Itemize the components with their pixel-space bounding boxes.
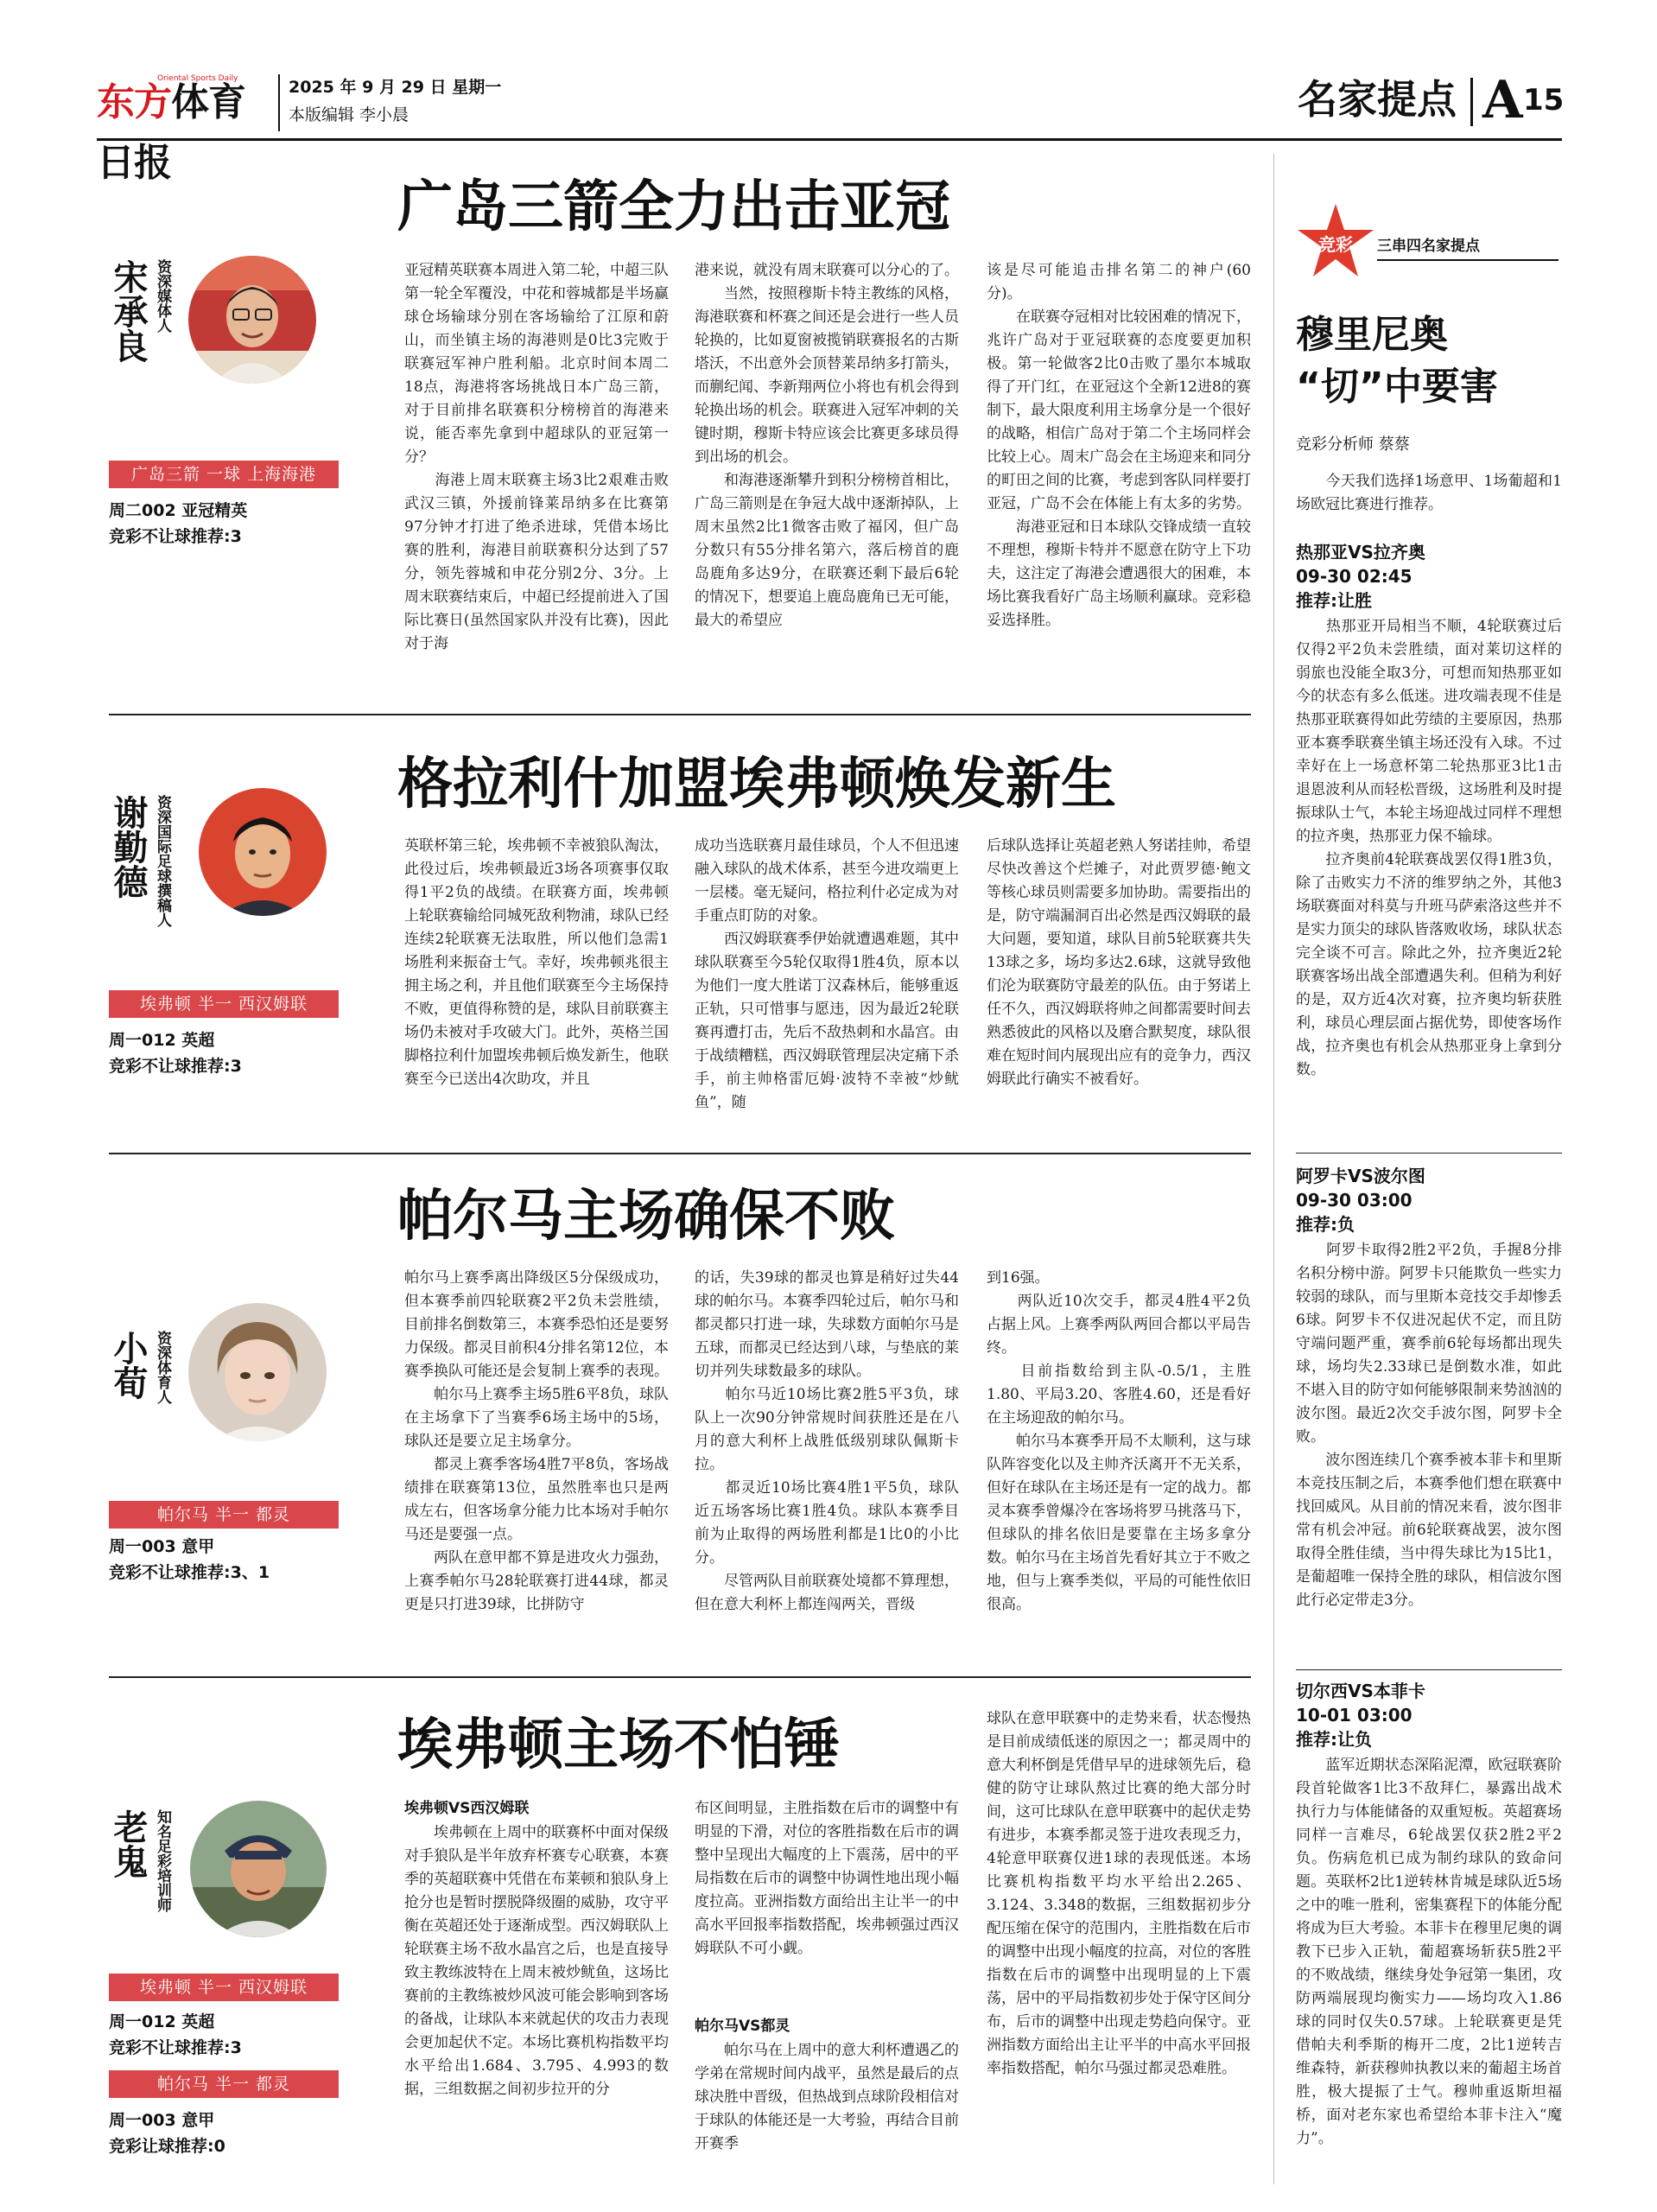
match-teams: 切尔西VS本菲卡 <box>1296 1681 1425 1701</box>
article-column: 英联杯第三轮，埃弗顿不幸被狼队淘汰，此役过后，埃弗顿最近3场各项赛事仅取得1平2负的战绩。在联赛方面，埃弗顿上轮联赛输给同城死敌利物浦，球队已经连续2轮联赛无法取胜，所以他们急需1场胜利来振奋士气。幸好，埃弗顿兆很主拥主场之利，并且他们联赛至今主场保持不败，更值得称赞的是，球队目前联赛主场仍未被对手攻破大门。此外，英格兰国脚格拉利什加盟埃弗顿后焕发新生，他联赛至今已送出4次助攻，并且 <box>404 837 669 1088</box>
section-rule <box>1296 1153 1562 1154</box>
author-avatar <box>199 788 327 916</box>
rec-pick: 竞彩不让球推荐:3 <box>109 527 242 546</box>
rec-pick: 竞彩让球推荐:0 <box>109 2137 225 2156</box>
rec-match: 周一012 英超 <box>109 2012 215 2031</box>
author-name: 小荀 <box>108 1331 148 1400</box>
match-teams: 热那亚VS拉齐奥 <box>1296 542 1425 563</box>
badge-label: 三串四名家提点 <box>1377 238 1480 255</box>
author-avatar <box>190 1801 327 1937</box>
article-column: 到16强。 两队近10次交手，都灵4胜4平2负占据上风。上赛季两队两回合都以平局告终。 目前指数给到主队-0.5/1，主胜1.80、平局3.20、客胜4.60，还是看好在主场迎敌的帕尔马。 帕尔马本赛季开局不太顺利，这与球队阵容变化以及主帅齐沃离开不无关系，但好在球队在主场还是有一定的战力。都灵本赛季曾爆冷在客场将罗马挑落马下，但球队的排名依旧是要靠在主场多拿分数。帕尔马在主场首先看好其立于不败之地，但与上赛季类似，平局的可能性依旧很高。 <box>987 1269 1251 1613</box>
intro-text: 今天我们选择1场意甲、1场葡超和1场欧冠比赛进行推荐。 <box>1296 473 1562 513</box>
header-rule <box>97 138 1562 141</box>
feature-title-line1: 穆里尼奥 <box>1296 313 1448 357</box>
match-tag: 埃弗顿 半一 西汉姆联 <box>109 990 339 1018</box>
match-pick: 推荐:负 <box>1296 1214 1355 1235</box>
match-time: 10-01 03:00 <box>1296 1705 1413 1726</box>
rec-pick: 竞彩不让球推荐:3 <box>109 2038 242 2057</box>
sub-heading: 帕尔马VS都灵 <box>695 2018 790 2035</box>
article-column: 港来说，就没有周末联赛可以分心的了。 当然，按照穆斯卡特主教练的风格，海港联赛和杯赛之间还是会进行一些人员轮换的，比如夏窗被揽销联赛报名的古斯塔沃，不出意外会顶替莱昂纳多打箭头，而蒯纪闻、李新翔两位小将也有机会得到轮换出场的机会。联赛进入冠军冲刺的关键时期，穆斯卡特应该会比赛更多球员得到出场的机会。 和海港逐渐攀升到积分榜榜首相比，广岛三箭则是在争冠大战中逐渐掉队，上周末虽然2比1微客击败了福冈，但广岛分数只有55分排名第六，落后榜首的鹿岛鹿角多达9分，在联赛还剩下最后6轮的情况下，想要追上鹿岛鹿角已无可能，最大的希望应 <box>695 262 959 629</box>
author-role: 知名足彩培训师 <box>154 1809 171 1912</box>
match-tag: 帕尔马 半一 都灵 <box>109 2070 339 2098</box>
author-avatar <box>188 1303 327 1441</box>
article-column: 后球队选择让英超老熟人努诺挂帅，希望尽快改善这个烂摊子，对此贾罗德·鲍文等核心球员则需要多加协助。需要指出的是，防守端漏洞百出必然是西汉姆联的最大问题，要知道，球队目前5轮联赛共失13球之多，场均多达2.6球，这就导致他们沦为联赛防守最差的队伍。由于努诺上任不久，西汉姆联将帅之间都需要时间去熟悉彼此的风格以及磨合默契度，球队很难在短时间内展现出应有的竞争力，西汉姆联此行确实不被看好。 <box>987 837 1251 1088</box>
match-tag: 帕尔马 半一 都灵 <box>109 1501 339 1529</box>
author-name: 宋承良 <box>108 259 148 363</box>
match-analysis: 阿罗卡取得2胜2平2负，手握8分排名积分榜中游。阿罗卡只能欺负一些实力较弱的球队，而与里斯本竞技交手却惨丢6球。阿罗卡不仅进况起伏不定，而且防守端问题严重，赛季前6轮每场都出现失球，场均失2.33球已是倒数水准，如此不堪入目的防守如何能够限制来势汹汹的波尔图。最近2次交手波尔图，阿罗卡全败。 波尔图连续几个赛季被本菲卡和里斯本竞技压制之后，本赛季他们想在联赛中找回威风。从目前的情况来看，波尔图非常有机会冲冠。前6轮联赛战罢，波尔图取得全胜佳绩，当中得失球比为15比1，是葡超唯一保持全胜的球队，相信波尔图此行必定带走3分。 <box>1296 1242 1562 1609</box>
article-column: 亚冠精英联赛本周进入第二轮，中超三队第一轮全军覆没，中花和蓉城都是半场赢球仓场输球分别在客场输给了江原和蔚山，而坐镇主场的海港则是0比3完败于联赛冠军神户胜利船。北京时间本周二18点，海港将客场挑战日本广岛三箭，对于目前排名联赛积分榜榜首的海港来说，能否率先拿到中超球队的亚冠第一分？ 海港上周末联赛主场3比2艰难击败武汉三镇，外援前锋莱昂纳多在比赛第97分钟才打进了绝杀进球，凭借本场比赛的胜利，海港目前联赛积分达到了57分，领先蓉城和申花分别2分、3分。上周末联赛结束后，中超已经提前进入了国际比赛日(虽然国家队并没有比赛)，因此对于海 <box>404 262 669 652</box>
page-number: 15 <box>1523 83 1565 118</box>
match-time: 09-30 03:00 <box>1296 1190 1413 1211</box>
author-name: 谢勤德 <box>108 795 148 899</box>
page-letter: A <box>1482 70 1523 130</box>
logo-text-black: 体育日报 <box>97 80 245 185</box>
article-title: 广岛三箭全力出击亚冠 <box>397 175 950 239</box>
header-divider <box>278 74 280 131</box>
badge-label-box <box>1377 233 1559 261</box>
article-column: 埃弗顿在上周中的联赛杯中面对保级对手狼队是半年放弃杯赛专心联赛，本赛季的英超联赛中凭借在布莱顿和狼队身上抢分也是暂时摆脱降级圈的威胁，攻守平衡在英超还处于逐渐成型。西汉姆联队上轮联赛主场不敌水晶宫之后，也是直接导致主教练波特在上周末被炒鱿鱼，这场比赛前的主教练被炒风波可能会影响到客场的备战，让球队本来就起伏的攻击力表现会更加起伏不定。本场比赛机构指数平均水平给出1.684、3.795、4.993的数据，三组数据之间初步拉开的分 <box>404 1824 669 2098</box>
article-column: 帕尔马在上周中的意大利杯遭遇乙的学弟在常规时间内战平，虽然是最后的点球决胜中晋级，但热战到点球阶段相信对于球队的体能还是一大考验，再结合目前开赛季 <box>695 2042 959 2152</box>
author-avatar <box>188 256 316 384</box>
match-time: 09-30 02:45 <box>1296 566 1413 587</box>
article-column: 帕尔马上赛季离出降级区5分保级成功，但本赛季前四轮联赛2平2负未尝胜绩，目前排名倒数第三，本赛季恐怕还是要努力保级。都灵目前积4分排名第12位，本赛季换队可能还是会复制上赛季的表现。 帕尔马上赛季主场5胜6平8负，球队在主场拿下了当赛季6场主场中的5场，球队还是要立足主场拿分。 都灵上赛季客场4胜7平8负，客场战绩排在联赛第13位，虽然胜率也只是两成左右，但客场拿分能力比本场对手帕尔马还是要强一点。 两队在意甲都不算是进攻火力强劲，上赛季帕尔马28轮联赛打进44球，都灵更是只打进39球，比拼防守 <box>404 1269 669 1613</box>
author-name: 老鬼 <box>108 1809 148 1878</box>
match-pick: 推荐:让胜 <box>1296 590 1372 611</box>
rec-pick: 竞彩不让球推荐:3 <box>109 1057 242 1076</box>
section-rule <box>109 1153 1251 1154</box>
article-column: 布区间明显，主胜指数在后市的调整中有明显的下滑，对位的客胜指数在后市的调整中呈现出大幅度的上下震荡，居中的平局指数在后市的调整中协调性地出现小幅度拉高。亚洲指数方面给出主让半一的中高水平回报率指数搭配，埃弗顿强过西汉姆联队不可小觑。 <box>695 1800 959 1957</box>
article-column: 成功当选联赛月最佳球员，个人不但迅速融入球队的战术体系，甚至今进攻端更上一层楼。毫无疑问，格拉利什必定成为对手重点盯防的对象。 西汉姆联赛季伊始就遭遇难题，其中球队联赛至今5轮仅取得1胜4负，原本以为他们一度大胜诺丁汉森林后，能够重返正轨，只可惜事与愿违，因为最近2轮联赛再遭打击，先后不敌热刺和水晶宫。由于战绩糟糕，西汉姆联管理层决定痛下杀手，前主帅格雷厄姆·波特不幸被“炒鱿鱼”，随 <box>695 837 959 1111</box>
logo-text-red: 东方 <box>97 80 171 124</box>
masthead-logo <box>97 73 274 185</box>
issue-date: 2025 年 9 月 29 日 星期一 <box>289 78 502 97</box>
section-rule <box>109 1676 1251 1678</box>
rec-match: 周二002 亚冠精英 <box>109 501 248 520</box>
section-divider <box>1470 78 1473 126</box>
match-analysis: 热那亚开局相当不顺，4轮联赛过后仅得2平2负未尝胜绩，面对莱切这样的弱旅也没能全取3分，可想而知热那亚如今的状态有多么低迷。进攻端表现不佳是热那亚联赛得如此劳绩的主要原因，热那亚本赛季联赛坐镇主场还没有入球。不过幸好在上一场意杯第二轮热那亚3比1击退恩波利从而轻松晋级，这场胜利及时提振球队士气，本轮主场迎战过同样不理想的拉齐奥，热那亚力保不输球。 拉齐奥前4轮联赛战罢仅得1胜3负，除了击败实力不济的维罗纳之外，其他3场联赛面对科莫与升班马萨索洛这些并不是实力顶尖的球队皆落败收场，球队状态完全谈不可言。除此之外，拉齐奥近2轮联赛客场出战全部遭遇失利。但稍为利好的是，双方近4次对赛，拉齐奥均斩获胜利，球员心理层面占据优势，即使客场作战，拉齐奥也有机会从热那亚身上拿到分数。 <box>1296 618 1562 1078</box>
section-title: 名家提点 <box>1298 76 1457 123</box>
page-editor: 本版编辑 李小晨 <box>289 105 409 124</box>
match-teams: 阿罗卡VS波尔图 <box>1296 1166 1425 1186</box>
analyst-byline: 竞彩分析师 蔡蔡 <box>1296 435 1410 454</box>
match-tag: 埃弗顿 半一 西汉姆联 <box>109 1974 339 2001</box>
badge-text: 竞彩 <box>1318 234 1353 255</box>
article-title: 帕尔马主场确保不败 <box>397 1185 895 1249</box>
section-rule <box>1296 1669 1562 1670</box>
article-column: 的话，失39球的都灵也算是稍好过失44球的帕尔马。本赛季四轮过后，帕尔马和都灵都只打进一球，失球数方面帕尔马是五球，而都灵已经达到八球，与垫底的莱切并列失球数最多的球队。 帕尔马近10场比赛2胜5平3负，球队上一次90分钟常规时间获胜还是在八月的意大利杯上战胜低级别球队佩斯卡拉。 都灵近10场比赛4胜1平5负，球队近五场客场比赛1胜4负。球队本赛季目前为止取得的两场胜利都是1比0的小比分。 尽管两队目前联赛处境都不算理想，但在意大利杯上都连闯两关，晋级 <box>695 1269 959 1613</box>
author-role: 资深国际足球撰稿人 <box>154 795 171 927</box>
rec-match: 周一012 英超 <box>109 1031 215 1050</box>
author-role: 资深媒体人 <box>154 259 171 333</box>
star-badge-icon <box>1296 204 1375 278</box>
article-column: 该是尽可能追击排名第二的神户(60分)。 在联赛夺冠相对比较困难的情况下，兆许广岛对于亚冠联赛的态度要更加积极。第一轮做客2比0击败了墨尔本城取得了开门红，在亚冠这个全新12进8的赛制下，最大限度利用主场拿分是一个很好的战略，相信广岛对于第二个主场同样会比较上心。周末广岛会在主场迎来和同分的町田之间的比赛，考虑到客队同样要打亚冠，广岛不会在体能上有太多的劣势。 海港亚冠和日本球队交锋成绩一直较不理想，穆斯卡特并不愿意在防守上下功夫，这注定了海港会遭遇很大的困难，本场比赛我看好广岛主场顺利赢球。竞彩稳妥选择胜。 <box>987 262 1251 629</box>
author-role: 资深体育人 <box>154 1331 171 1404</box>
match-analysis: 蓝军近期状态深陷泥潭，欧冠联赛阶段首轮做客1比3不敌拜仁，暴露出战术执行力与体能储备的双重短板。英超赛场同样一言难尽，6轮战罢仅获2胜2平2负。伤病危机已成为制约球队的致命问题。英联杯2比1逆转林肯城是球队近5场之中的唯一胜利，密集赛程下的体能分配将成为巨大考验。本菲卡在穆里尼奥的调教下已步入正轨，葡超赛场斩获5胜2平的不败战绩，继续身处争冠第一集团，攻防两端展现均衡实力——场均攻入1.86球的同时仅失0.57球。上轮联赛更是凭借帕夫利季斯的梅开二度，2比1逆转吉维森特，新获穆帅执教以来的葡超主场首胜，极大提振了士气。穆帅重返斯坦福桥，面对老东家也希望给本菲卡注入“魔力”。 <box>1296 1757 1562 2147</box>
rec-match: 周一003 意甲 <box>109 2111 215 2130</box>
sub-heading: 埃弗顿VS西汉姆联 <box>404 1800 530 1817</box>
logo-subtitle: Oriental Sports Daily <box>157 74 238 83</box>
article-title: 格拉利什加盟埃弗顿焕发新生 <box>397 753 1116 817</box>
match-pick: 推荐:让负 <box>1296 1729 1372 1750</box>
rec-match: 周一003 意甲 <box>109 1537 215 1556</box>
section-rule <box>109 714 1251 715</box>
article-title: 埃弗顿主场不怕锤 <box>397 1713 840 1777</box>
article-column: 球队在意甲联赛中的走势来看，状态慢热是目前成绩低迷的原因之一；都灵周中的意大利杯倒是凭借早早的进球领先后，稳健的防守让球队熬过比赛的绝大部分时间，这可比球队在意甲联赛中的起伏走势有进步，本赛季都灵签于进攻表现乏力，4轮意甲联赛仅进1球的表现低迷。本场比赛机构指数平均水平给出2.265、3.124、3.348的数据，三组数据初步分配压缩在保守的范围内，主胜指数在后市的调整中出现小幅度的拉高，对位的客胜指数在后市的调整中出现明显的上下震荡，居中的平局指数初步处于保守区间分布，后市的调整中出现走势趋向保守。亚洲指数方面给出主让平半的中高水平回报率指数搭配，帕尔马强过都灵恐难胜。 <box>987 1710 1251 2077</box>
match-tag: 广岛三箭 一球 上海海港 <box>109 461 339 488</box>
rec-pick: 竞彩不让球推荐:3、1 <box>109 1563 270 1582</box>
column-divider <box>1273 154 1274 2184</box>
feature-title-line2: “切”中要害 <box>1296 365 1498 409</box>
